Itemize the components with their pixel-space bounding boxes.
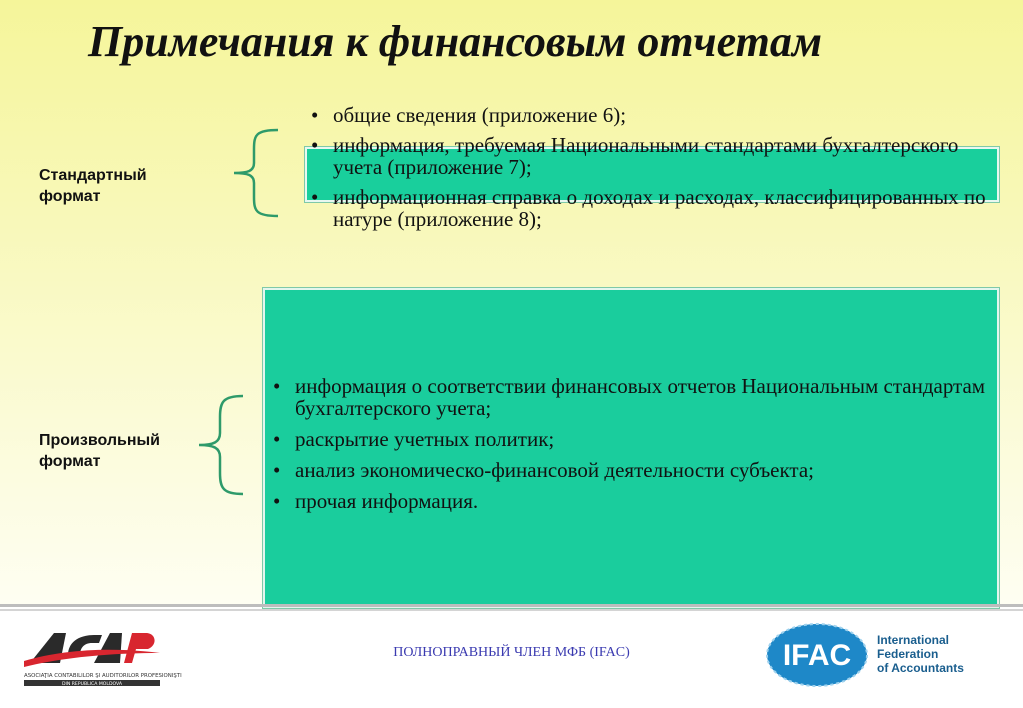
acap-country-text: DIN REPUBLICA MOLDOVA xyxy=(61,682,123,687)
list-item: • информационная справка о доходах и расходах, классифицированных по натуре (приложение 8); xyxy=(305,186,1005,230)
arbitrary-label-line2: формат xyxy=(39,453,101,470)
list-item: • прочая информация. xyxy=(267,490,987,512)
arbitrary-label-line1: Произвольный xyxy=(39,432,160,449)
arbitrary-items-list xyxy=(267,375,987,521)
ifac-logo xyxy=(765,622,965,688)
list-item: • информация, требуемая Национальными стандартами бухгалтерского учета (приложение 7); xyxy=(305,134,1005,178)
list-item: • раскрытие учетных политик; xyxy=(267,428,987,450)
arbitrary-format-label xyxy=(39,430,160,472)
slide-title: Примечания к финансовым отчетам xyxy=(88,17,822,66)
ifac-name-line2: Federation xyxy=(877,647,939,661)
standard-format-label xyxy=(39,165,147,207)
ifac-logo-text: IFAC xyxy=(782,639,852,672)
membership-text: ПОЛНОПРАВНЫЙ ЧЛЕН МФБ (IFAC) xyxy=(393,645,630,660)
ifac-name-line3: of Accountants xyxy=(877,661,964,675)
acap-subtitle-text: ASOCIAŢIA CONTABILILOR ŞI AUDITORILOR PROFESIONIŞTI xyxy=(24,673,182,679)
standard-label-line1: Стандартный xyxy=(39,167,147,184)
list-item: • информация о соответствии финансовых отчетов Национальным стандартам бухгалтерского учета; xyxy=(267,375,987,419)
standard-items-list xyxy=(305,104,1005,238)
list-item: • общие сведения (приложение 6); xyxy=(305,104,1005,126)
arbitrary-brace-icon xyxy=(193,393,248,497)
footer-divider-bottom xyxy=(0,609,1023,611)
footer-divider-top xyxy=(0,604,1023,607)
ifac-name-line1: International xyxy=(877,633,950,647)
standard-brace-icon xyxy=(228,127,283,219)
standard-label-line2: формат xyxy=(39,188,101,205)
list-item: • анализ экономическо-финансовой деятельности субъекта; xyxy=(267,459,987,481)
